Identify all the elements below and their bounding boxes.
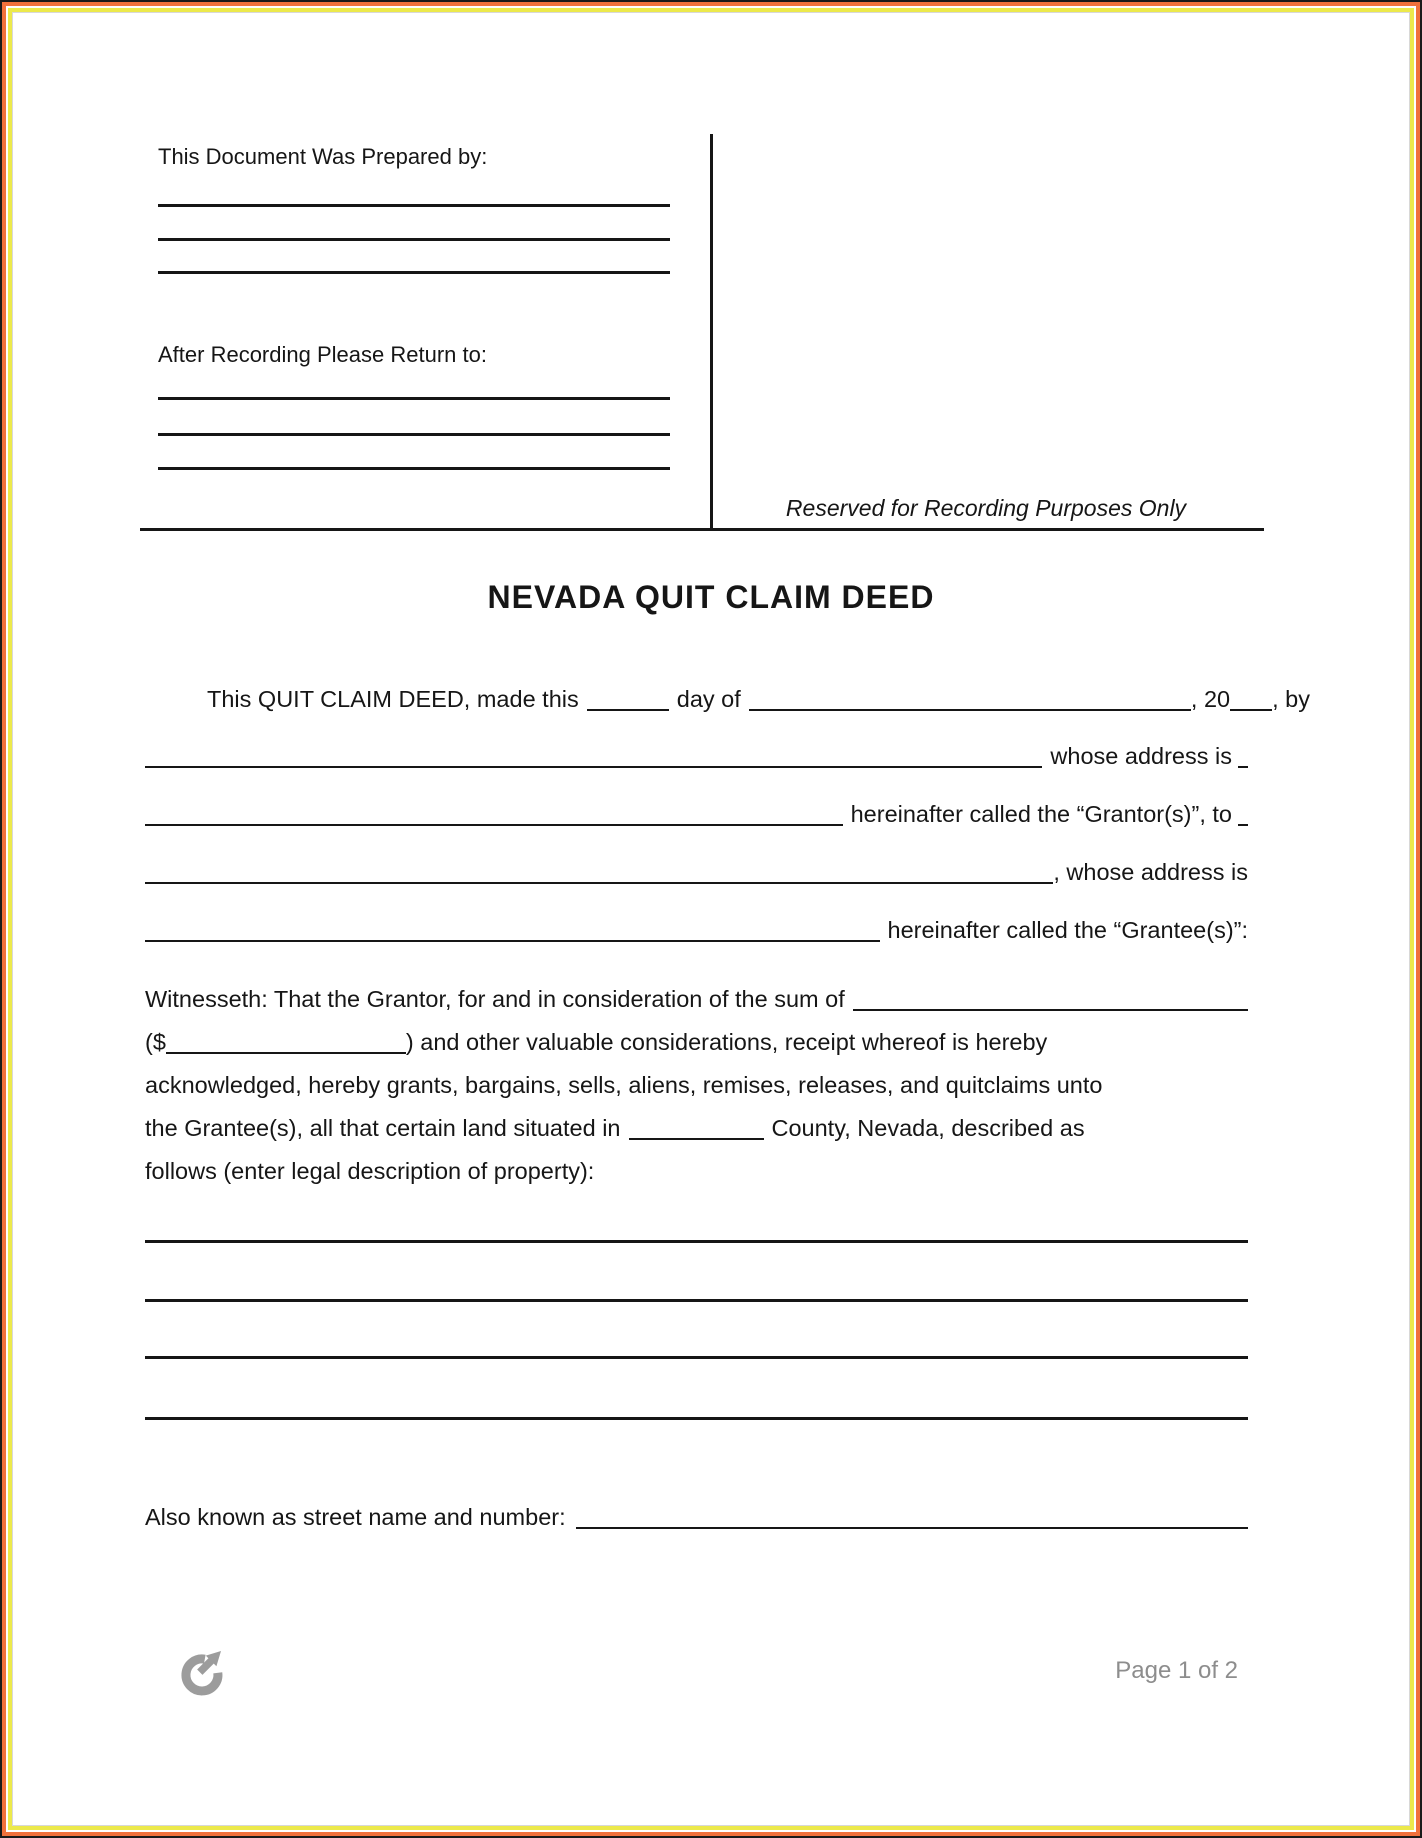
county-blank xyxy=(629,1136,764,1140)
prepared-by-blank-line xyxy=(158,238,670,241)
grantor-clause-text: hereinafter called the “Grantor(s)”, to xyxy=(850,801,1232,827)
page-border-gray xyxy=(12,12,1410,1826)
return-to-blank-line xyxy=(158,467,670,470)
whose-address-text: whose address is xyxy=(1050,743,1232,769)
page-title: NEVADA QUIT CLAIM DEED xyxy=(487,579,935,615)
witnesseth-text-3: acknowledged, hereby grants, bargains, sells, aliens, remises, releases, and quitclaims unto xyxy=(145,1072,1103,1098)
witnesseth-line-4 xyxy=(145,1113,1248,1143)
page-border-white-gap xyxy=(6,6,1416,1832)
month-blank xyxy=(749,707,1191,711)
header-rule xyxy=(140,528,1264,531)
recording-column-divider xyxy=(710,134,713,530)
prepared-by-blank-line xyxy=(158,271,670,274)
witnesseth-paren-open-text: ($ xyxy=(145,1029,166,1055)
intro-line-5 xyxy=(145,915,1248,945)
return-to-blank-line xyxy=(158,397,670,400)
witnesseth-text-5: follows (enter legal description of property): xyxy=(145,1158,595,1184)
legal-description-line-4 xyxy=(145,1417,1248,1420)
document-page xyxy=(13,13,1409,1825)
witnesseth-line-2 xyxy=(145,1027,1248,1057)
sum-amount-blank xyxy=(853,1007,1248,1011)
circular-arrow-logo xyxy=(180,1645,227,1698)
page-indicator: Page 1 of 2 xyxy=(1115,1657,1238,1684)
also-known-line xyxy=(145,1502,1248,1532)
page-border-orange xyxy=(2,2,1420,1836)
stray-underscore-mark xyxy=(1238,764,1248,768)
day-blank xyxy=(587,707,669,711)
witnesseth-line-5 xyxy=(145,1156,1248,1186)
intro-line-1 xyxy=(145,684,1310,714)
grantee-clause-text: hereinafter called the “Grantee(s)”: xyxy=(887,917,1248,943)
intro-line-3 xyxy=(145,799,1248,829)
legal-description-line-2 xyxy=(145,1299,1248,1302)
prepared-by-blank-line xyxy=(158,204,670,207)
witnesseth-line-1 xyxy=(145,984,1248,1014)
grantee-address-blank xyxy=(145,938,880,942)
witnesseth-line-3 xyxy=(145,1070,1248,1100)
legal-description-line-1 xyxy=(145,1240,1248,1243)
intro-day-of-text: day of xyxy=(676,686,741,712)
return-to-label: After Recording Please Return to: xyxy=(158,342,487,367)
grantee-name-blank xyxy=(145,880,1053,884)
year-blank xyxy=(1230,707,1272,711)
street-address-blank xyxy=(576,1525,1248,1529)
sum-numeric-blank xyxy=(166,1050,406,1054)
return-to-blank-line xyxy=(158,433,670,436)
reserved-note: Reserved for Recording Purposes Only xyxy=(785,495,1187,521)
intro-line-2 xyxy=(145,741,1248,771)
stray-underscore-mark xyxy=(1238,822,1248,826)
prepared-by-label: This Document Was Prepared by: xyxy=(158,144,488,169)
page-border-yellow xyxy=(8,8,1414,1830)
intro-year-prefix-text: , 20 xyxy=(1190,686,1231,712)
whose-address-2-text: , whose address is xyxy=(1053,859,1248,885)
grantor-name-blank xyxy=(145,764,1042,768)
grantor-address-blank xyxy=(145,822,843,826)
witnesseth-text-2: ) and other valuable considerations, receipt whereof is hereby xyxy=(405,1029,1048,1055)
intro-by-text: , by xyxy=(1272,686,1310,712)
witnesseth-text-4a: the Grantee(s), all that certain land situated in xyxy=(145,1115,621,1141)
legal-description-line-3 xyxy=(145,1356,1248,1359)
witnesseth-text-1: Witnesseth: That the Grantor, for and in consideration of the sum of xyxy=(145,986,845,1012)
intro-line-4 xyxy=(145,857,1248,887)
intro-made-this-text: This QUIT CLAIM DEED, made this xyxy=(207,686,579,712)
also-known-label: Also known as street name and number: xyxy=(145,1504,566,1530)
witnesseth-text-4b: County, Nevada, described as xyxy=(771,1115,1085,1141)
